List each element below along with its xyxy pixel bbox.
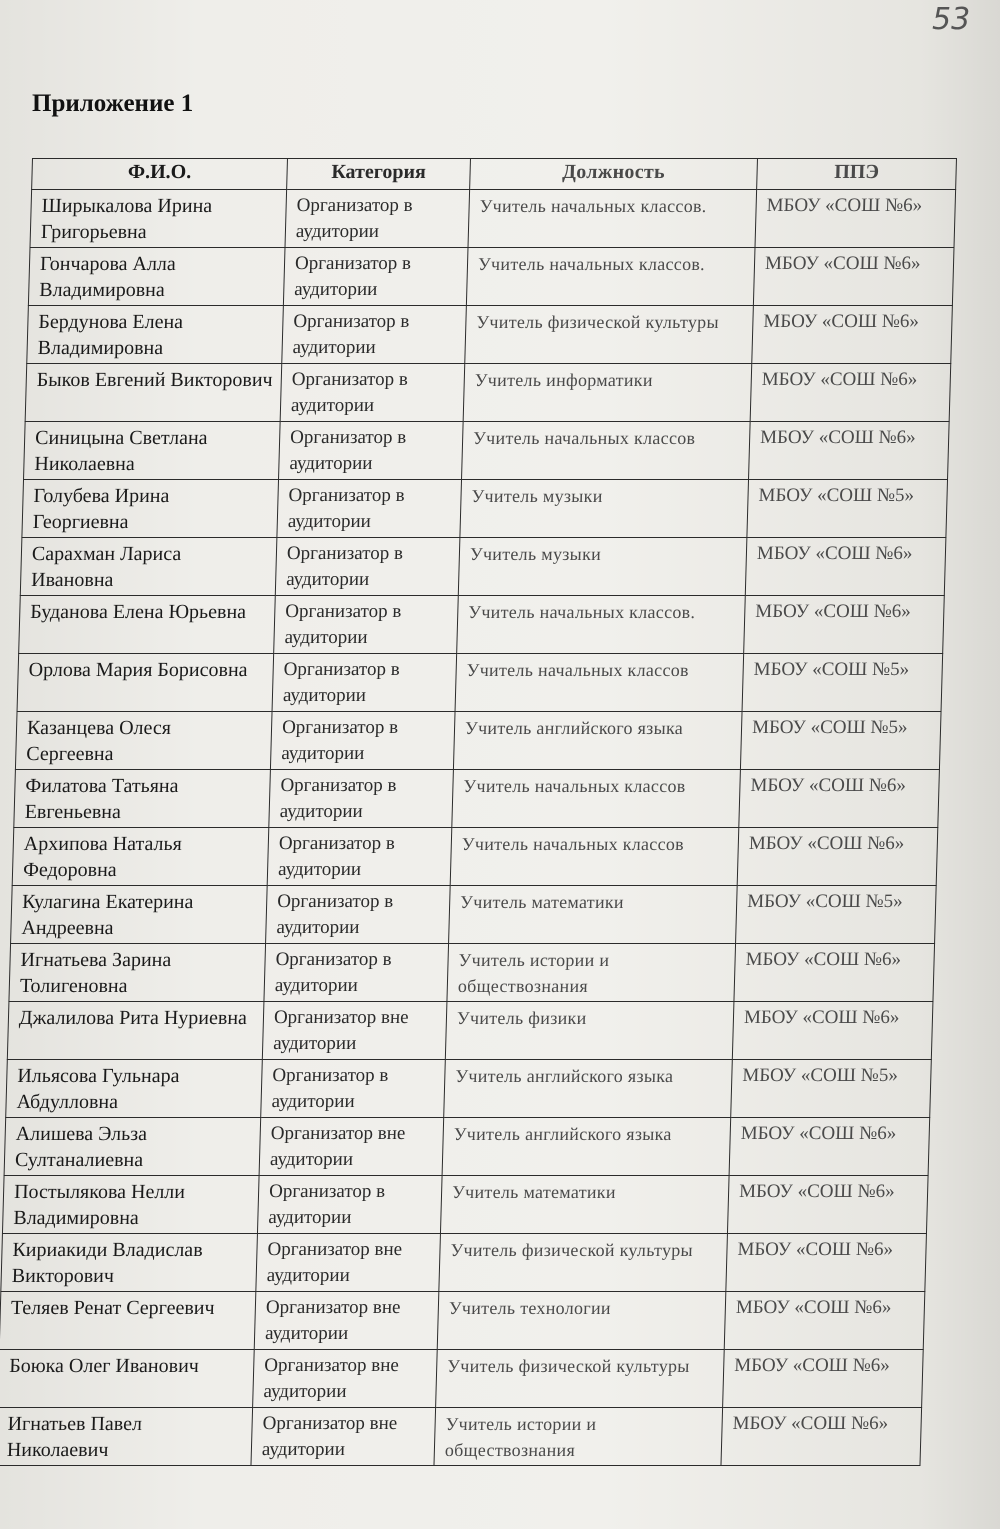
- cell-position: Учитель математики: [449, 886, 738, 944]
- cell-category: Организатор вне аудитории: [256, 1234, 441, 1292]
- cell-category: Организатор в аудитории: [279, 422, 464, 480]
- cell-ppe: МБОУ «СОШ №6»: [750, 364, 951, 422]
- cell-ppe: МБОУ «СОШ №6»: [745, 538, 946, 596]
- cell-category: Организатор вне аудитории: [251, 1408, 436, 1466]
- cell-category: Организатор в аудитории: [285, 190, 470, 248]
- table-row: [22, 480, 948, 538]
- cell-ppe: МБОУ «СОШ №6»: [732, 1002, 933, 1060]
- cell-name: Игнатьев Павел Николаевич: [0, 1408, 253, 1466]
- cell-category: Организатор в аудитории: [274, 596, 459, 654]
- cell-name: Синицына Светлана Николаевна: [24, 422, 281, 480]
- header-ppe: ППЭ: [757, 159, 957, 190]
- cell-ppe: МБОУ «СОШ №6»: [749, 422, 950, 480]
- cell-name: Буданова Елена Юрьевна: [19, 596, 276, 654]
- cell-position: Учитель английского языка: [453, 712, 742, 770]
- cell-name: Джалилова Рита Нуриевна: [7, 1002, 264, 1060]
- table-row: [24, 422, 950, 480]
- cell-position: Учитель технологии: [437, 1292, 726, 1350]
- cell-category: Организатор в аудитории: [264, 944, 449, 1002]
- staff-table: [0, 158, 957, 1466]
- cell-name: Быков Евгений Викторович: [25, 364, 282, 422]
- table-row: [30, 190, 956, 248]
- cell-position: Учитель музыки: [460, 480, 749, 538]
- table-row: [15, 712, 941, 770]
- table-row: [27, 306, 953, 364]
- table-row: [25, 364, 951, 422]
- cell-position: Учитель начальных классов: [452, 770, 741, 828]
- cell-category: Организатор в аудитории: [275, 538, 460, 596]
- cell-category: Организатор в аудитории: [270, 712, 455, 770]
- cell-ppe: МБОУ «СОШ №6»: [724, 1292, 925, 1350]
- table-row: [14, 770, 940, 828]
- cell-category: Организатор вне аудитории: [253, 1350, 438, 1408]
- cell-ppe: МБОУ «СОШ №6»: [755, 190, 956, 248]
- cell-name: Бердунова Елена Владимировна: [27, 306, 284, 364]
- cell-ppe: МБОУ «СОШ №5»: [747, 480, 948, 538]
- cell-ppe: МБОУ «СОШ №5»: [731, 1060, 932, 1118]
- cell-name: Постылякова Нелли Владимировна: [2, 1176, 259, 1234]
- cell-name: Сарахман Лариса Ивановна: [20, 538, 277, 596]
- cell-ppe: МБОУ «СОШ №6»: [729, 1118, 930, 1176]
- cell-category: Организатор в аудитории: [257, 1176, 442, 1234]
- cell-ppe: МБОУ «СОШ №6»: [739, 770, 940, 828]
- cell-category: Организатор в аудитории: [267, 828, 452, 886]
- cell-category: Организатор вне аудитории: [262, 1002, 447, 1060]
- cell-ppe: МБОУ «СОШ №6»: [752, 306, 953, 364]
- handwritten-page-number: 53: [932, 2, 971, 37]
- cell-name: Алишева Эльза Султаналиевна: [4, 1118, 261, 1176]
- cell-category: Организатор в аудитории: [272, 654, 457, 712]
- cell-category: Организатор в аудитории: [283, 248, 468, 306]
- cell-category: Организатор в аудитории: [282, 306, 467, 364]
- table-row: [1, 1234, 927, 1292]
- cell-name: Голубева Ирина Георгиевна: [22, 480, 279, 538]
- cell-position: Учитель физической культуры: [439, 1234, 728, 1292]
- table-row: [6, 1060, 932, 1118]
- cell-position: Учитель истории и обществознания: [434, 1408, 723, 1466]
- table-header-row: [32, 159, 957, 190]
- cell-name: Теляев Ренат Сергеевич: [0, 1292, 256, 1350]
- cell-ppe: МБОУ «СОШ №6»: [727, 1176, 928, 1234]
- cell-position: Учитель английского языка: [444, 1060, 733, 1118]
- cell-position: Учитель начальных классов: [455, 654, 744, 712]
- cell-category: Организатор в аудитории: [266, 886, 451, 944]
- cell-position: Учитель начальных классов: [450, 828, 739, 886]
- cell-position: Учитель физики: [445, 1002, 734, 1060]
- table-row: [17, 654, 943, 712]
- cell-ppe: МБОУ «СОШ №6»: [726, 1234, 927, 1292]
- cell-position: Учитель начальных классов: [462, 422, 751, 480]
- cell-ppe: МБОУ «СОШ №6»: [721, 1408, 922, 1466]
- table-row: [12, 828, 938, 886]
- cell-ppe: МБОУ «СОШ №5»: [742, 654, 943, 712]
- cell-category: Организатор вне аудитории: [259, 1118, 444, 1176]
- table-row: [2, 1176, 928, 1234]
- cell-name: Ильясова Гульнара Абдулловна: [6, 1060, 263, 1118]
- cell-ppe: МБОУ «СОШ №6»: [737, 828, 938, 886]
- table-row: [7, 1002, 933, 1060]
- cell-category: Организатор в аудитории: [280, 364, 465, 422]
- cell-position: Учитель музыки: [458, 538, 747, 596]
- appendix-heading: Приложение 1: [32, 90, 194, 117]
- cell-category: Организатор в аудитории: [277, 480, 462, 538]
- cell-category: Организатор в аудитории: [261, 1060, 446, 1118]
- table-row: [20, 538, 946, 596]
- table-row: [0, 1350, 923, 1408]
- cell-category: Организатор вне аудитории: [254, 1292, 439, 1350]
- cell-position: Учитель начальных классов.: [468, 190, 757, 248]
- table-row: [19, 596, 945, 654]
- cell-name: Казанцева Олеся Сергеевна: [15, 712, 272, 770]
- header-category: Категория: [287, 159, 471, 190]
- cell-position: Учитель физической культуры: [436, 1350, 725, 1408]
- table-body: [0, 190, 956, 1466]
- cell-name: Боюка Олег Иванович: [0, 1350, 254, 1408]
- header-position: Должность: [470, 159, 758, 190]
- cell-position: Учитель английского языка: [442, 1118, 731, 1176]
- cell-category: Организатор в аудитории: [269, 770, 454, 828]
- table-row: [4, 1118, 930, 1176]
- table-row: [0, 1408, 922, 1466]
- cell-position: Учитель истории и обществознания: [447, 944, 736, 1002]
- cell-position: Учитель информатики: [463, 364, 752, 422]
- cell-name: Кулагина Екатерина Андреевна: [11, 886, 268, 944]
- cell-position: Учитель начальных классов.: [466, 248, 755, 306]
- cell-name: Архипова Наталья Федоровна: [12, 828, 269, 886]
- cell-position: Учитель математики: [440, 1176, 729, 1234]
- table-row: [11, 886, 937, 944]
- cell-name: Гончарова Алла Владимировна: [28, 248, 285, 306]
- cell-name: Кириакиди Владислав Викторович: [1, 1234, 258, 1292]
- cell-ppe: МБОУ «СОШ №6»: [753, 248, 954, 306]
- cell-name: Орлова Мария Борисовна: [17, 654, 274, 712]
- cell-ppe: МБОУ «СОШ №5»: [736, 886, 937, 944]
- table-row: [28, 248, 954, 306]
- cell-ppe: МБОУ «СОШ №6»: [734, 944, 935, 1002]
- cell-name: Игнатьева Зарина Толигеновна: [9, 944, 266, 1002]
- cell-name: Ширыкалова Ирина Григорьевна: [30, 190, 287, 248]
- cell-name: Филатова Татьяна Евгеньевна: [14, 770, 271, 828]
- cell-ppe: МБОУ «СОШ №6»: [744, 596, 945, 654]
- table-row: [9, 944, 935, 1002]
- header-name: Ф.И.О.: [32, 159, 288, 190]
- cell-position: Учитель начальных классов.: [457, 596, 746, 654]
- table-row: [0, 1292, 925, 1350]
- cell-ppe: МБОУ «СОШ №5»: [740, 712, 941, 770]
- cell-ppe: МБОУ «СОШ №6»: [723, 1350, 924, 1408]
- cell-position: Учитель физической культуры: [465, 306, 754, 364]
